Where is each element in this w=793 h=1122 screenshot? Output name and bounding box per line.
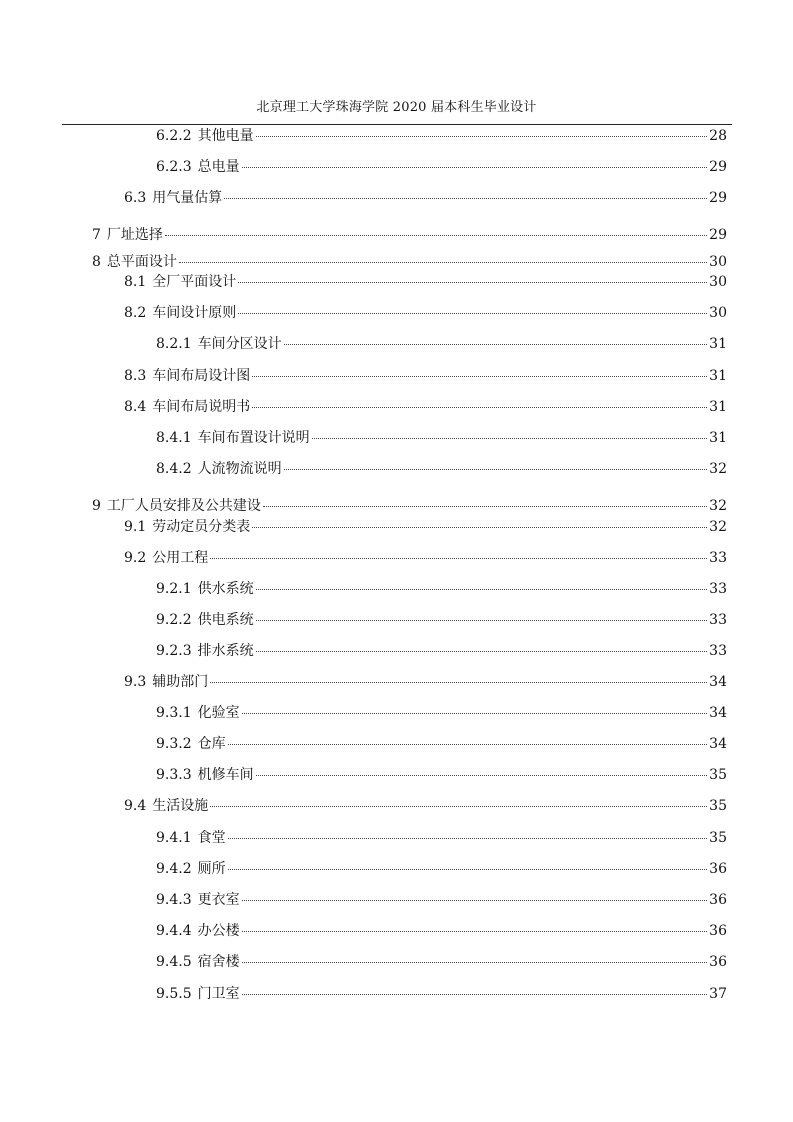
toc-entry-title: 机修车间 [197, 767, 254, 783]
toc-entry-title: 厕所 [197, 861, 226, 877]
toc-entry-page: 36 [709, 923, 727, 939]
toc-entry-page: 32 [709, 461, 727, 477]
toc-entry[interactable] [156, 429, 727, 447]
toc-entry-page: 28 [709, 128, 727, 144]
toc-entry-title: 食堂 [197, 830, 226, 846]
toc-entry-title: 劳动定员分类表 [152, 519, 251, 535]
toc-entry-page: 36 [709, 892, 727, 908]
toc-leader-dots [284, 469, 707, 470]
toc-leader-dots [228, 838, 707, 839]
toc-entry-page: 30 [709, 305, 727, 321]
toc-entry-number: 9 [92, 498, 101, 514]
toc-leader-dots [256, 775, 707, 776]
toc-entry[interactable] [156, 642, 727, 660]
toc-entry[interactable] [92, 253, 727, 271]
toc-entry-page: 33 [709, 612, 727, 628]
toc-leader-dots [256, 136, 707, 137]
toc-entry[interactable] [156, 335, 727, 353]
toc-entry[interactable] [156, 829, 727, 847]
toc-entry[interactable] [156, 460, 727, 478]
toc-entry-number: 8.1 [124, 274, 147, 290]
toc-entry-title: 全厂平面设计 [152, 274, 237, 290]
toc-entry-page: 29 [709, 190, 727, 206]
toc-entry[interactable] [124, 398, 727, 416]
toc-entry-title: 车间分区设计 [197, 336, 282, 352]
toc-entry[interactable] [124, 273, 727, 291]
toc-leader-dots [256, 651, 707, 652]
toc-entry-number: 8.4.2 [156, 461, 192, 477]
toc-entry[interactable] [156, 985, 727, 1003]
toc-entry-title: 人流物流说明 [197, 461, 282, 477]
toc-leader-dots [242, 931, 707, 932]
toc-entry[interactable] [124, 797, 727, 815]
toc-entry-number: 9.1 [124, 519, 147, 535]
toc-leader-dots [242, 167, 707, 168]
toc-leader-dots [252, 407, 707, 408]
toc-entry-page: 29 [709, 227, 727, 243]
toc-leader-dots [238, 282, 707, 283]
toc-entry-number: 9.2.2 [156, 612, 192, 628]
toc-entry-title: 辅助部门 [152, 674, 209, 690]
toc-leader-dots [228, 869, 707, 870]
toc-entry-number: 9.2.1 [156, 581, 192, 597]
toc-entry-number: 9.4.1 [156, 830, 192, 846]
toc-leader-dots [252, 527, 707, 528]
toc-entry-number: 9.4.2 [156, 861, 192, 877]
page-header: 北京理工大学珠海学院 2020 届本科生毕业设计 [256, 100, 537, 115]
toc-entry-page: 34 [709, 705, 727, 721]
toc-entry[interactable] [156, 158, 727, 176]
toc-leader-dots [210, 682, 707, 683]
toc-entry-title: 宿舍楼 [197, 954, 240, 970]
toc-entry[interactable] [156, 127, 727, 145]
toc-entry-title: 公用工程 [152, 550, 209, 566]
toc-entry-title: 化验室 [197, 705, 240, 721]
toc-entry[interactable] [156, 891, 727, 909]
toc-entry-number: 7 [92, 227, 101, 243]
toc-leader-dots [210, 558, 707, 559]
toc-leader-dots [284, 344, 707, 345]
toc-entry-number: 8.3 [124, 368, 147, 384]
toc-entry[interactable] [156, 735, 727, 753]
toc-leader-dots [256, 620, 707, 621]
toc-entry-page: 31 [709, 368, 727, 384]
toc-leader-dots [312, 438, 707, 439]
toc-entry-page: 30 [709, 254, 727, 270]
toc-leader-dots [228, 744, 707, 745]
toc-entry-page: 33 [709, 550, 727, 566]
toc-entry[interactable] [124, 518, 727, 536]
toc-entry-number: 9.2 [124, 550, 147, 566]
toc-entry-number: 9.3 [124, 674, 147, 690]
toc-leader-dots [210, 806, 707, 807]
toc-entry-page: 35 [709, 798, 727, 814]
toc-entry-number: 8.2.1 [156, 336, 192, 352]
toc-entry-title: 供电系统 [197, 612, 254, 628]
toc-entry-page: 35 [709, 830, 727, 846]
toc-leader-dots [263, 506, 707, 507]
toc-entry-title: 门卫室 [197, 986, 240, 1002]
toc-entry[interactable] [156, 922, 727, 940]
toc-entry-title: 总电量 [197, 159, 240, 175]
toc-entry-page: 34 [709, 674, 727, 690]
toc-entry-page: 33 [709, 581, 727, 597]
toc-entry-number: 8.4 [124, 399, 147, 415]
toc-entry-page: 37 [709, 986, 727, 1002]
toc-entry-page: 30 [709, 274, 727, 290]
toc-entry-page: 32 [709, 498, 727, 514]
toc-entry-title: 车间布局说明书 [152, 399, 251, 415]
toc-entry-page: 31 [709, 336, 727, 352]
toc-entry-title: 仓库 [197, 736, 226, 752]
toc-entry-page: 33 [709, 643, 727, 659]
toc-leader-dots [256, 589, 707, 590]
toc-entry-number: 6.2.2 [156, 128, 192, 144]
toc-entry-page: 31 [709, 430, 727, 446]
toc-entry[interactable] [156, 766, 727, 784]
toc-entry[interactable] [124, 304, 727, 322]
toc-entry-title: 总平面设计 [106, 254, 177, 270]
toc-leader-dots [238, 313, 707, 314]
toc-entry-title: 工厂人员安排及公共建设 [106, 498, 261, 514]
toc-entry-page: 36 [709, 861, 727, 877]
toc-entry-page: 35 [709, 767, 727, 783]
toc-entry-title: 车间布置设计说明 [197, 430, 310, 446]
toc-entry-number: 6.3 [124, 190, 147, 206]
toc-entry-number: 8 [92, 254, 101, 270]
toc-entry-title: 用气量估算 [152, 190, 223, 206]
toc-leader-dots [242, 713, 707, 714]
toc-entry[interactable] [156, 580, 727, 598]
toc-entry-page: 36 [709, 954, 727, 970]
toc-entry-title: 车间设计原则 [152, 305, 237, 321]
toc-entry[interactable] [156, 611, 727, 629]
toc-entry-page: 34 [709, 736, 727, 752]
toc-entry[interactable] [92, 497, 727, 515]
toc-entry-title: 排水系统 [197, 643, 254, 659]
toc-entry[interactable] [156, 860, 727, 878]
toc-entry-page: 29 [709, 159, 727, 175]
toc-entry-title: 厂址选择 [106, 227, 163, 243]
toc-entry-page: 32 [709, 519, 727, 535]
toc-leader-dots [165, 235, 707, 236]
toc-entry-title: 生活设施 [152, 798, 209, 814]
toc-entry-number: 9.3.3 [156, 767, 192, 783]
toc-entry-number: 9.3.1 [156, 705, 192, 721]
toc-entry[interactable] [124, 367, 727, 385]
toc-entry[interactable] [156, 704, 727, 722]
toc-entry-number: 8.2 [124, 305, 147, 321]
toc-entry-title: 更衣室 [197, 892, 240, 908]
toc-entry-number: 9.5.5 [156, 986, 192, 1002]
toc-leader-dots [252, 376, 707, 377]
toc-entry-number: 9.2.3 [156, 643, 192, 659]
toc-entry[interactable] [156, 953, 727, 971]
toc-entry-number: 9.4.4 [156, 923, 192, 939]
toc-leader-dots [242, 962, 707, 963]
toc-entry[interactable] [124, 189, 727, 207]
toc-entry-number: 9.3.2 [156, 736, 192, 752]
toc-entry-page: 31 [709, 399, 727, 415]
toc-entry[interactable] [124, 673, 727, 691]
toc-entry-title: 其他电量 [197, 128, 254, 144]
toc-entry-number: 6.2.3 [156, 159, 192, 175]
toc-entry-title: 供水系统 [197, 581, 254, 597]
toc-leader-dots [242, 994, 707, 995]
toc-leader-dots [224, 198, 707, 199]
toc-entry-number: 9.4.5 [156, 954, 192, 970]
toc-leader-dots [242, 900, 707, 901]
toc-entry-title: 办公楼 [197, 923, 240, 939]
toc-entry[interactable] [124, 549, 727, 567]
toc-entry-title: 车间布局设计图 [152, 368, 251, 384]
toc-entry[interactable] [92, 226, 727, 244]
toc-leader-dots [179, 262, 707, 263]
toc-entry-number: 8.4.1 [156, 430, 192, 446]
toc-entry-number: 9.4.3 [156, 892, 192, 908]
toc-entry-number: 9.4 [124, 798, 147, 814]
